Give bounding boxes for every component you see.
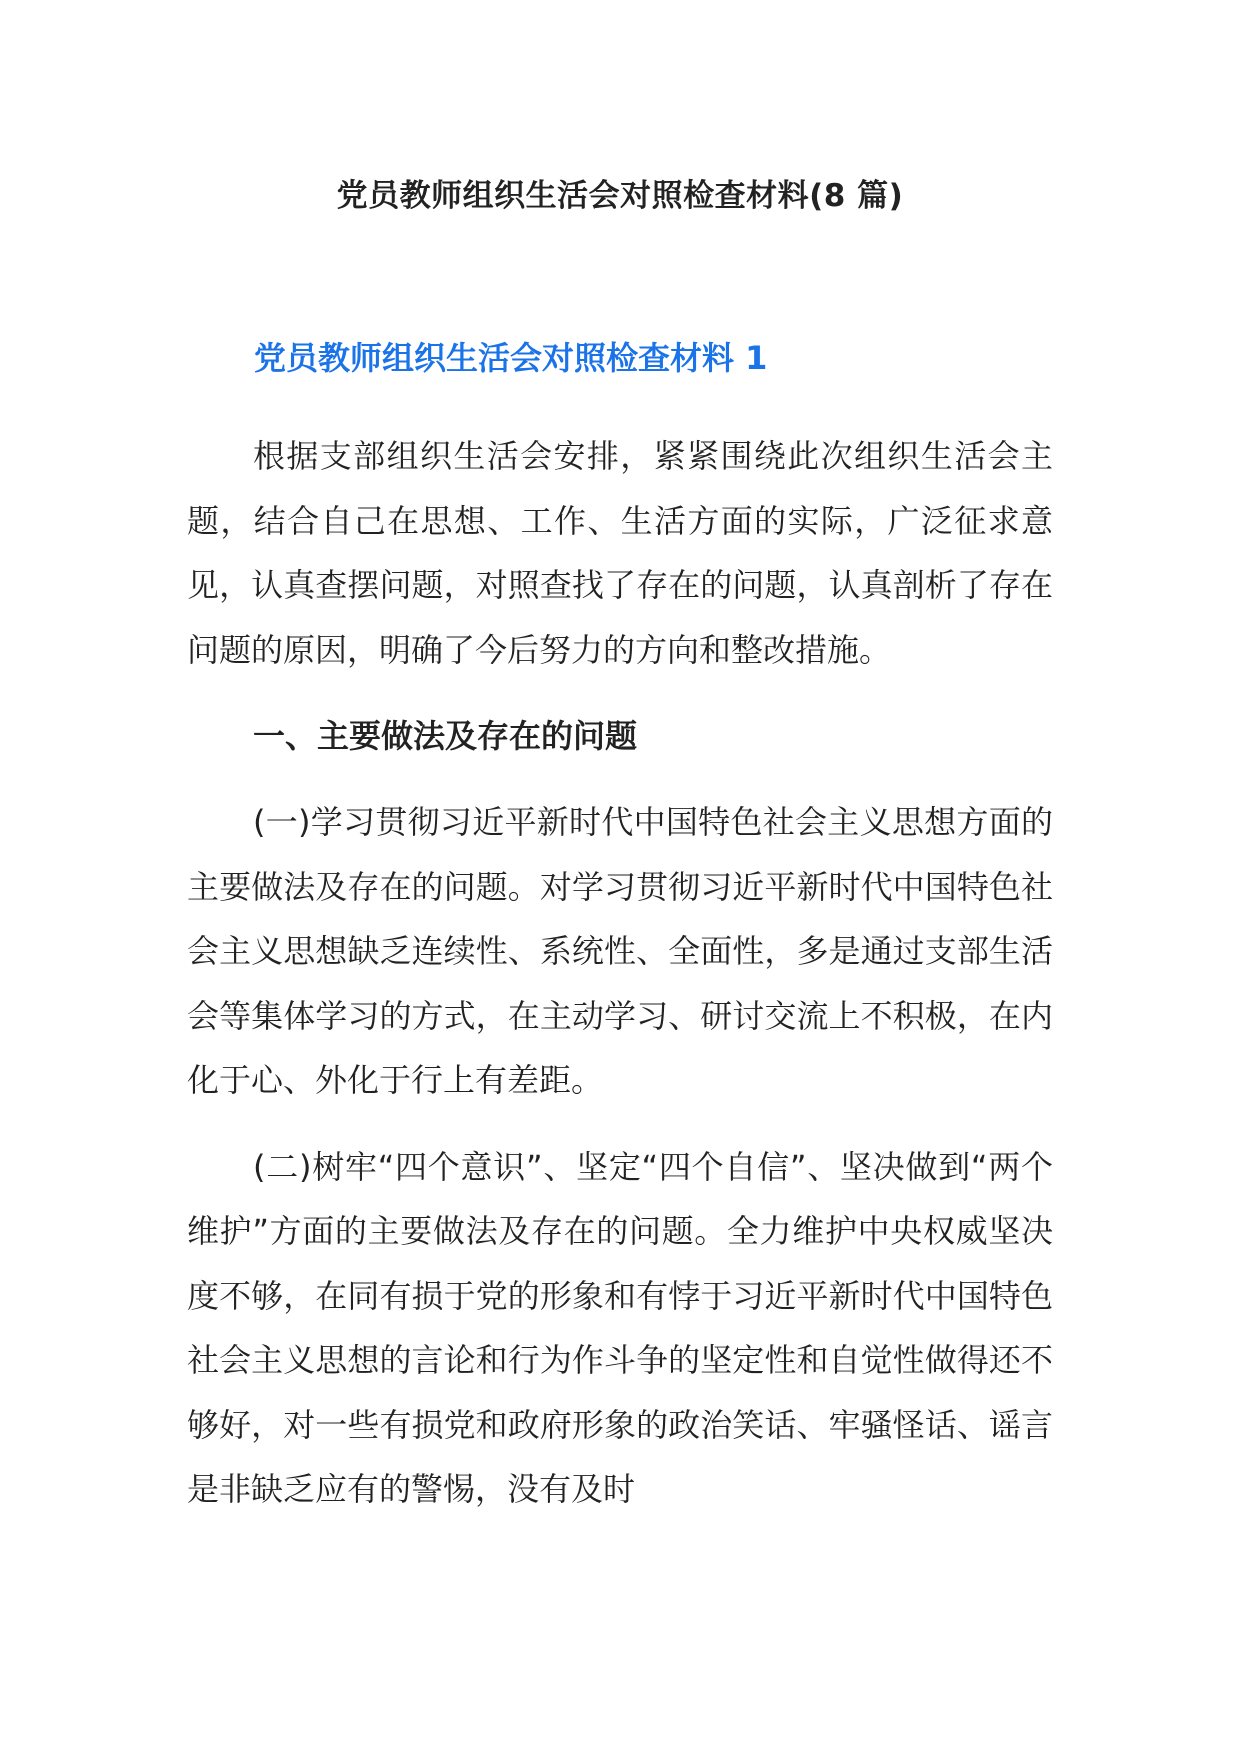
paragraph-study: (一)学习贯彻习近平新时代中国特色社会主义思想方面的主要做法及存在的问题。对学习贯彻习近平新时代中国特色社会主义思想缺乏连续性、系统性、全面性，多是通过支部生活会等集体学习的方式，在主动学习、研讨交流上不积极，在内化于心、外化于行上有差距。 xyxy=(187,803,1053,1099)
paragraph-four-consciousness: (二)树牢“四个意识”、坚定“四个自信”、坚决做到“两个维护”方面的主要做法及存在的问题。全力维护中央权威坚决度不够，在同有损于党的形象和有悖于习近平新时代中国特色社会主义思想的言论和行为作斗争的坚定性和自觉性做得还不够好，对一些有损党和政府形象的政治笑话、牢骚怪话、谣言是非缺乏应有的警惕，没有及时 xyxy=(187,1147,1053,1508)
intro-paragraph: 根据支部组织生活会安排，紧紧围绕此次组织生活会主题，结合自己在思想、工作、生活方面的实际，广泛征求意见，认真查摆问题，对照查找了存在的问题，认真剖析了存在问题的原因，明确了今后努力的方向和整改措施。 xyxy=(187,437,1053,669)
document-body xyxy=(187,424,1053,1544)
document-title: 党员教师组织生活会对照检查材料(8 篇) xyxy=(336,178,904,214)
section-heading: 党员教师组织生活会对照检查材料 1 xyxy=(254,339,768,377)
subheading-main-practices: 一、主要做法及存在的问题 xyxy=(253,717,638,755)
